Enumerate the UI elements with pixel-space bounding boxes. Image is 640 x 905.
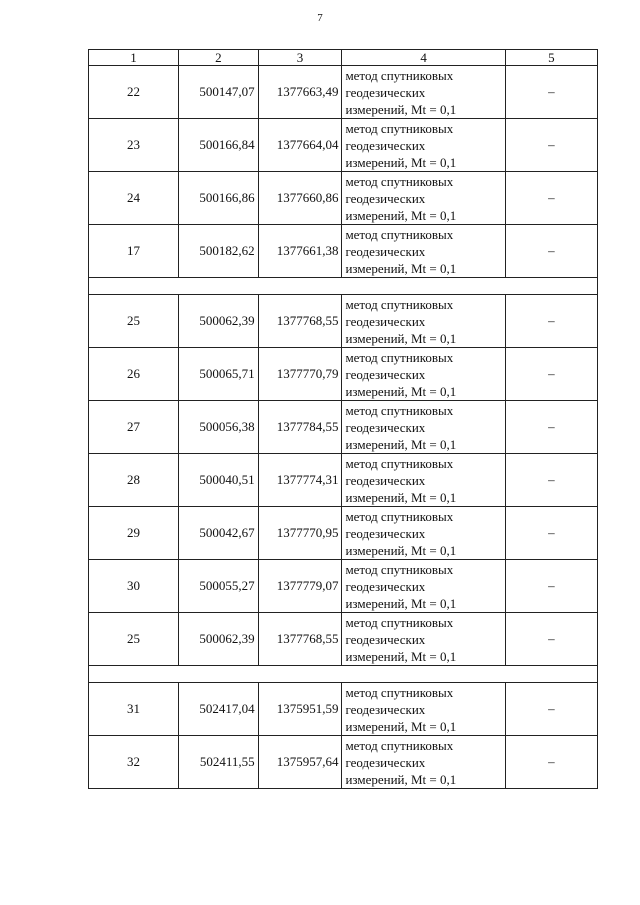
method-line: метод спутниковых	[345, 508, 454, 524]
table-row	[89, 119, 598, 172]
table-row	[89, 613, 598, 666]
y-coordinate-cell: 1377774,31	[258, 454, 342, 507]
note-cell: –	[505, 401, 597, 454]
note-cell: –	[505, 225, 597, 278]
method-line: геодезических	[345, 701, 426, 717]
x-coordinate-cell: 500147,07	[179, 66, 259, 119]
x-coordinate-cell: 500040,51	[179, 454, 259, 507]
point-number-cell: 24	[89, 172, 179, 225]
table-row	[89, 507, 598, 560]
y-coordinate-cell: 1377770,95	[258, 507, 342, 560]
method-line: метод спутниковых	[345, 737, 454, 753]
method-line: метод спутниковых	[345, 349, 454, 365]
method-line: метод спутниковых	[345, 614, 454, 630]
method-cell	[342, 401, 505, 454]
separator-cell	[89, 666, 598, 683]
method-line: геодезических	[345, 313, 426, 329]
table-row	[89, 66, 598, 119]
x-coordinate-cell: 500062,39	[179, 613, 259, 666]
y-coordinate-cell: 1375957,64	[258, 736, 342, 789]
x-coordinate-cell: 500166,86	[179, 172, 259, 225]
table-row	[89, 348, 598, 401]
point-number-cell: 27	[89, 401, 179, 454]
method-cell	[342, 348, 505, 401]
point-number-cell: 30	[89, 560, 179, 613]
point-number-cell: 28	[89, 454, 179, 507]
method-cell	[342, 507, 505, 560]
note-cell: –	[505, 507, 597, 560]
method-line: измерений, Mt = 0,1	[345, 330, 457, 346]
point-number-cell: 17	[89, 225, 179, 278]
point-number-cell: 23	[89, 119, 179, 172]
point-number-cell: 22	[89, 66, 179, 119]
y-coordinate-cell: 1377663,49	[258, 66, 342, 119]
note-cell: –	[505, 348, 597, 401]
coordinates-table	[88, 49, 598, 789]
method-line: измерений, Mt = 0,1	[345, 101, 457, 117]
y-coordinate-cell: 1377779,07	[258, 560, 342, 613]
page-number: 7	[317, 12, 323, 24]
x-coordinate-cell: 500055,27	[179, 560, 259, 613]
method-cell	[342, 295, 505, 348]
x-coordinate-cell: 500182,62	[179, 225, 259, 278]
method-line: геодезических	[345, 243, 426, 259]
method-line: геодезических	[345, 366, 426, 382]
note-cell: –	[505, 66, 597, 119]
note-cell: –	[505, 295, 597, 348]
y-coordinate-cell: 1377768,55	[258, 613, 342, 666]
y-coordinate-cell: 1375951,59	[258, 683, 342, 736]
method-line: метод спутниковых	[345, 120, 454, 136]
method-line: геодезических	[345, 525, 426, 541]
x-coordinate-cell: 500166,84	[179, 119, 259, 172]
method-line: метод спутниковых	[345, 455, 454, 471]
table-row	[89, 172, 598, 225]
table-row	[89, 683, 598, 736]
table-row	[89, 454, 598, 507]
y-coordinate-cell: 1377770,79	[258, 348, 342, 401]
point-number-cell: 32	[89, 736, 179, 789]
point-number-cell: 29	[89, 507, 179, 560]
method-cell	[342, 560, 505, 613]
point-number-cell: 31	[89, 683, 179, 736]
method-line: метод спутниковых	[345, 226, 454, 242]
method-cell	[342, 172, 505, 225]
table-row	[89, 736, 598, 789]
x-coordinate-cell: 502417,04	[179, 683, 259, 736]
group-separator-row	[89, 666, 598, 683]
x-coordinate-cell: 502411,55	[179, 736, 259, 789]
method-line: измерений, Mt = 0,1	[345, 595, 457, 611]
table-row	[89, 225, 598, 278]
group-separator-row	[89, 278, 598, 295]
method-line: измерений, Mt = 0,1	[345, 542, 457, 558]
method-line: метод спутниковых	[345, 173, 454, 189]
method-line: геодезических	[345, 472, 426, 488]
y-coordinate-cell: 1377768,55	[258, 295, 342, 348]
method-cell	[342, 66, 505, 119]
method-line: метод спутниковых	[345, 402, 454, 418]
table-row	[89, 401, 598, 454]
method-line: измерений, Mt = 0,1	[345, 489, 457, 505]
y-coordinate-cell: 1377661,38	[258, 225, 342, 278]
note-cell: –	[505, 560, 597, 613]
method-cell	[342, 613, 505, 666]
header-row	[89, 50, 598, 66]
column-header: 1	[89, 50, 179, 66]
method-line: геодезических	[345, 631, 426, 647]
method-cell	[342, 736, 505, 789]
method-line: геодезических	[345, 754, 426, 770]
column-header: 5	[505, 50, 597, 66]
method-line: метод спутниковых	[345, 561, 454, 577]
method-line: геодезических	[345, 578, 426, 594]
note-cell: –	[505, 613, 597, 666]
method-line: измерений, Mt = 0,1	[345, 154, 457, 170]
note-cell: –	[505, 454, 597, 507]
method-cell	[342, 119, 505, 172]
separator-cell	[89, 278, 598, 295]
method-line: геодезических	[345, 419, 426, 435]
method-line: метод спутниковых	[345, 684, 454, 700]
table-row	[89, 560, 598, 613]
y-coordinate-cell: 1377784,55	[258, 401, 342, 454]
table-row	[89, 295, 598, 348]
column-header: 4	[342, 50, 505, 66]
method-line: метод спутниковых	[345, 67, 454, 83]
method-line: метод спутниковых	[345, 296, 454, 312]
y-coordinate-cell: 1377664,04	[258, 119, 342, 172]
method-line: измерений, Mt = 0,1	[345, 436, 457, 452]
x-coordinate-cell: 500062,39	[179, 295, 259, 348]
point-number-cell: 26	[89, 348, 179, 401]
method-line: геодезических	[345, 137, 426, 153]
method-line: измерений, Mt = 0,1	[345, 771, 457, 787]
note-cell: –	[505, 683, 597, 736]
y-coordinate-cell: 1377660,86	[258, 172, 342, 225]
point-number-cell: 25	[89, 613, 179, 666]
x-coordinate-cell: 500056,38	[179, 401, 259, 454]
x-coordinate-cell: 500042,67	[179, 507, 259, 560]
method-line: измерений, Mt = 0,1	[345, 718, 457, 734]
method-cell	[342, 225, 505, 278]
note-cell: –	[505, 736, 597, 789]
method-line: измерений, Mt = 0,1	[345, 383, 457, 399]
method-line: геодезических	[345, 84, 426, 100]
table-body	[89, 66, 598, 789]
method-cell	[342, 454, 505, 507]
x-coordinate-cell: 500065,71	[179, 348, 259, 401]
method-line: измерений, Mt = 0,1	[345, 207, 457, 223]
column-header: 3	[258, 50, 342, 66]
method-cell	[342, 683, 505, 736]
column-header: 2	[179, 50, 259, 66]
method-line: измерений, Mt = 0,1	[345, 648, 457, 664]
note-cell: –	[505, 172, 597, 225]
method-line: измерений, Mt = 0,1	[345, 260, 457, 276]
method-line: геодезических	[345, 190, 426, 206]
note-cell: –	[505, 119, 597, 172]
point-number-cell: 25	[89, 295, 179, 348]
